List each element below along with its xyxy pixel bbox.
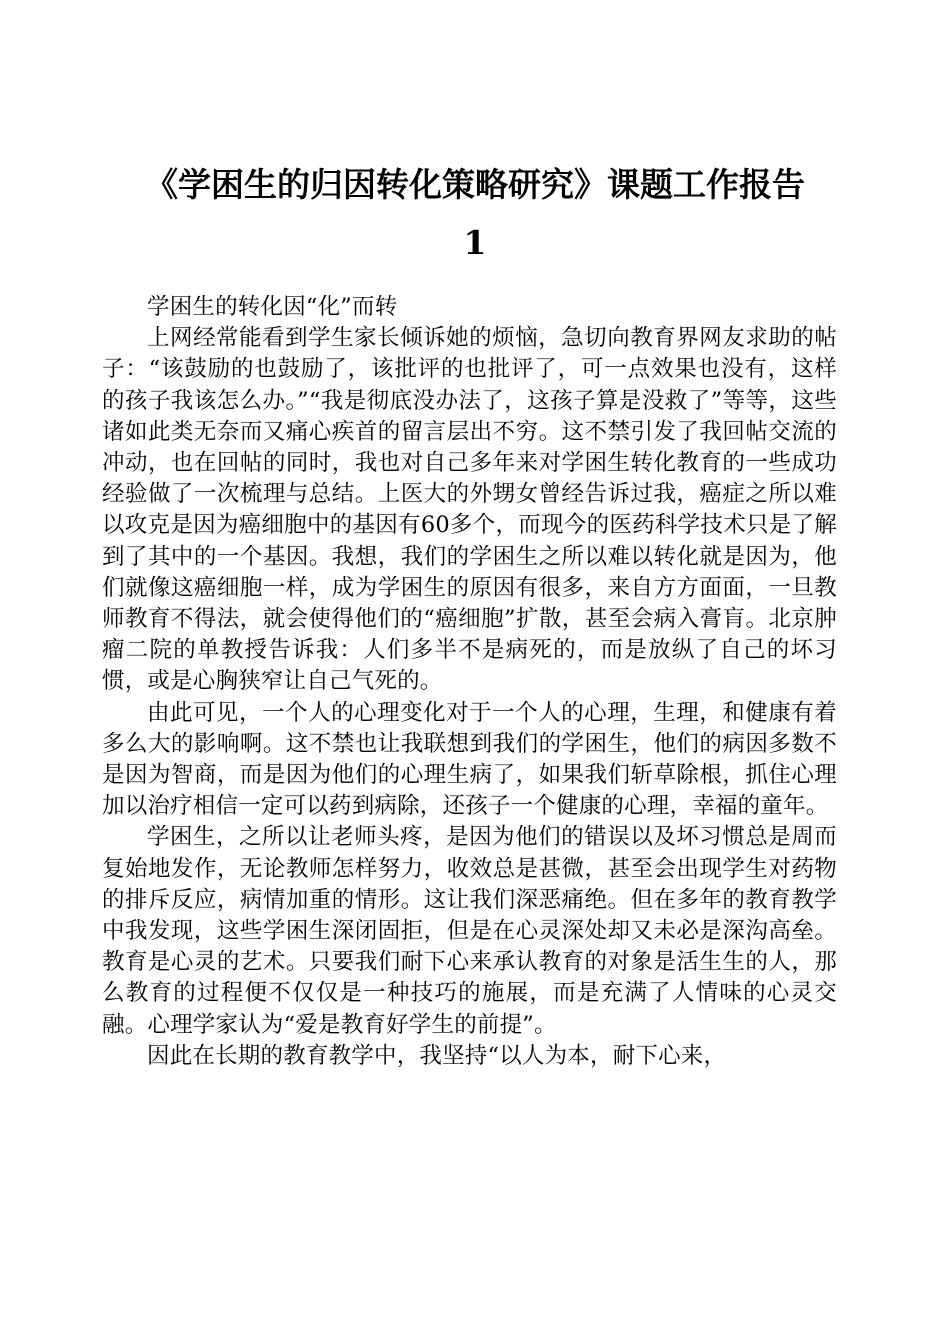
- paragraph: 上网经常能看到学生家长倾诉她的烦恼，急切向教育界网友求助的帖子：“该鼓励的也鼓励了，该批评的也批评了，可一点效果也没有，这样的孩子我该怎么办。”“我是彻底没办法了，这孩子算是没救了”等等，这些诸如此类无奈而又痛心疾首的留言层出不穷。这不禁引发了我回帖交流的冲动，也在回帖的同时，我也对自己多年来对学困生转化教育的一些成功经验做了一次梳理与总结。上医大的外甥女曾经告诉过我，癌症之所以难以攻克是因为癌细胞中的基因有60多个，而现今的医药科学技术只是了解到了其中的一个基因。我想，我们的学困生之所以难以转化就是因为，他们就像这癌细胞一样，成为学困生的原因有很多，来自方方面面，一旦教师教育不得法，就会使得他们的“癌细胞”扩散，甚至会病入膏肓。北京肿瘤二院的单教授告诉我：人们多半不是病死的，而是放纵了自己的坏习惯，或是心胸狭窄让自己气死的。: [102, 325, 837, 695]
- paragraph: 由此可见，一个人的心理变化对于一个人的心理，生理，和健康有着多么大的影响啊。这不禁也让我联想到我们的学困生，他们的病因多数不是因为智商，而是因为他们的心理生病了，如果我们斩草除根，抓住心理加以治疗相信一定可以药到病除，还孩子一个健康的心理，幸福的童年。: [102, 699, 837, 820]
- document-body: [102, 292, 837, 1072]
- paragraph-subtitle: 学困生的转化因“化”而转: [147, 294, 398, 320]
- document-title: 《学困生的归因转化策略研究》课题工作报告: [145, 165, 805, 204]
- document-title-number: 1: [463, 223, 487, 262]
- paragraph: 学困生，之所以让老师头疼，是因为他们的错误以及坏习惯总是周而复始地发作，无论教师怎样努力，收效总是甚微，甚至会出现学生对药物的排斥反应，病情加重的情形。这让我们深恶痛绝。但在多年的教育教学中我发现，这些学困生深闭固拒，但是在心灵深处却又未必是深沟高垒。教育是心灵的艺术。只要我们耐下心来承认教育的对象是活生生的人，那么教育的过程便不仅仅是一种技巧的施展，而是充满了人情味的心灵交融。心理学家认为“爱是教育好学生的前提”。: [102, 824, 837, 1038]
- paragraph: 因此在长期的教育教学中，我坚持“以人为本，耐下心来，: [147, 1042, 727, 1069]
